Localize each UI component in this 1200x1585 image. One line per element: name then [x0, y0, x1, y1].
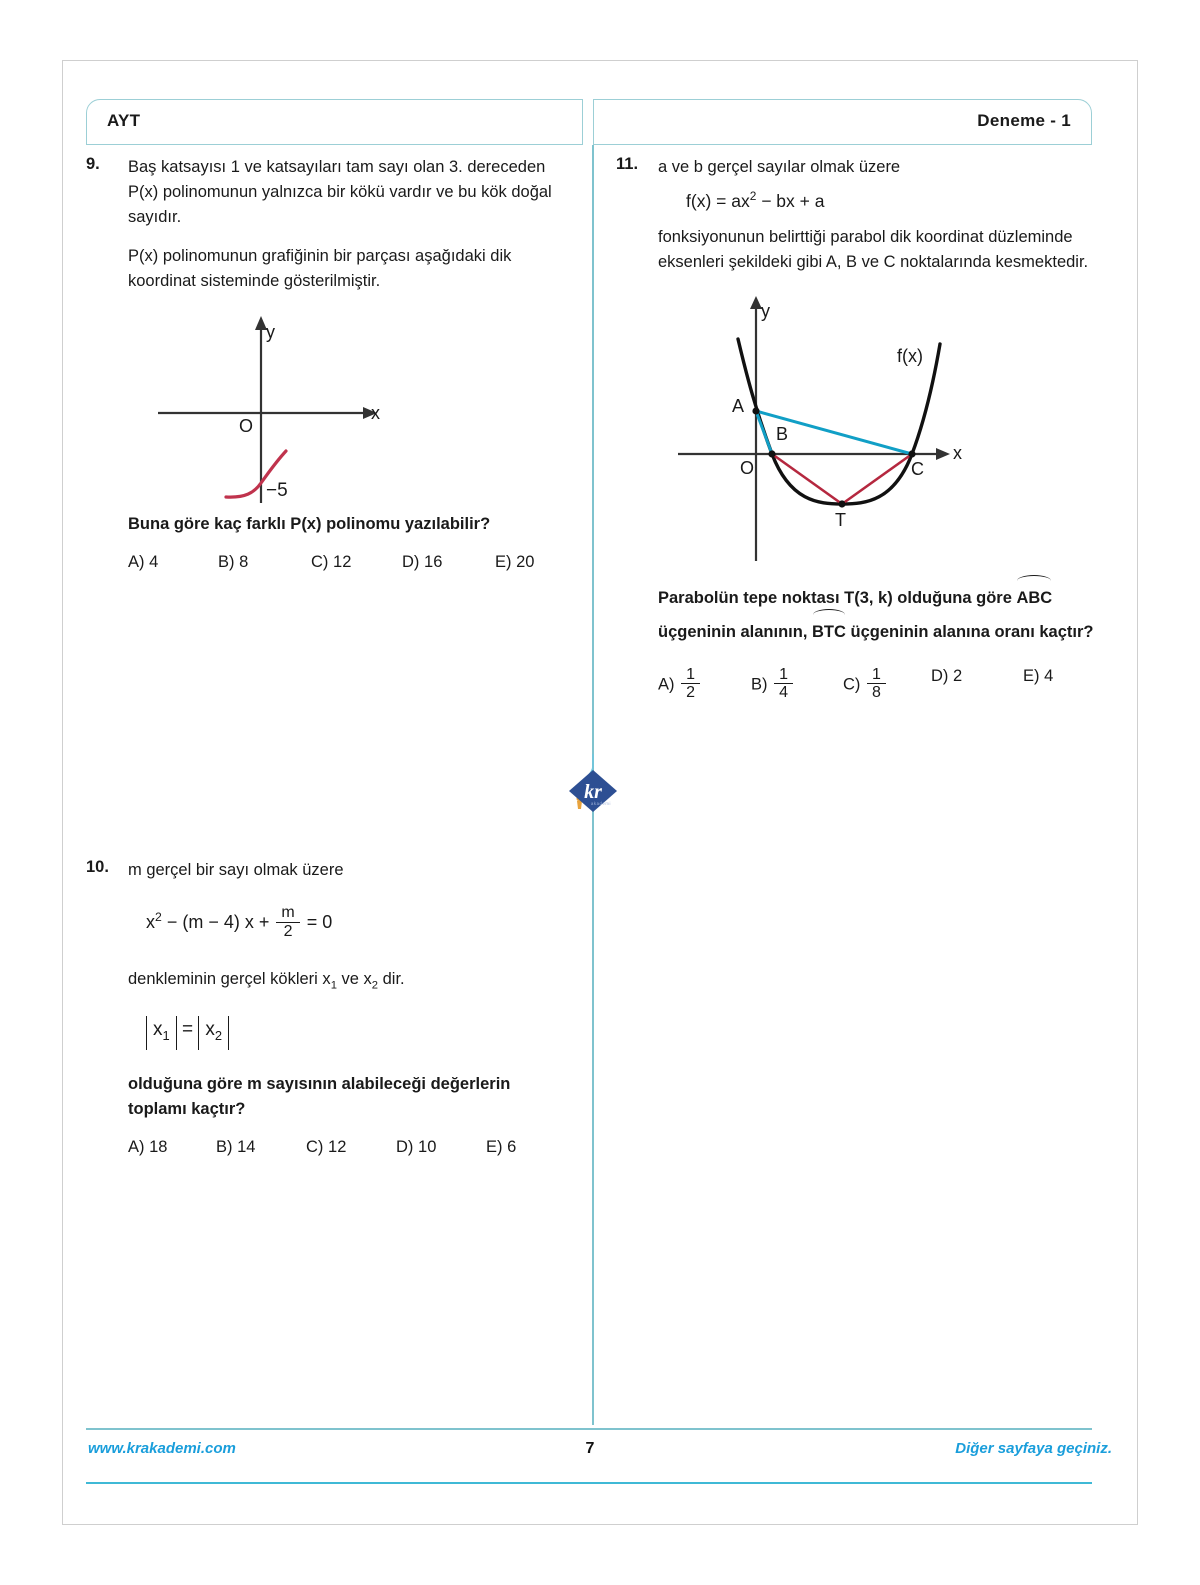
- option-fraction: [867, 666, 886, 702]
- question-10-number: 10.: [86, 858, 109, 876]
- fraction-denominator: 8: [867, 683, 886, 702]
- abs-right: [198, 1016, 229, 1050]
- option-letter: E): [495, 553, 512, 571]
- svg-text:kr: kr: [584, 781, 602, 803]
- question-11-figure: [658, 289, 1100, 579]
- question-10-option-e[interactable]: [486, 1138, 516, 1157]
- question-9-option-b[interactable]: [218, 553, 311, 572]
- question-9-figure: [128, 308, 566, 508]
- triangle-btc-label: [812, 615, 846, 649]
- option-value: 16: [424, 553, 443, 571]
- option-value: 12: [328, 1138, 347, 1157]
- question-11-point-t-label: T: [835, 509, 846, 530]
- question-9-option-c[interactable]: [311, 553, 402, 572]
- equation-x: x: [146, 911, 155, 932]
- footer-website-link[interactable]: www.krakademi.com: [88, 1440, 236, 1457]
- option-letter: B): [751, 675, 768, 694]
- question-9-option-d[interactable]: [402, 553, 495, 572]
- question-11-point-a-label: A: [732, 395, 745, 416]
- question-9-y-axis-label: y: [266, 322, 275, 342]
- question-11-function: [686, 189, 1100, 212]
- footer-divider-bottom: [86, 1482, 1092, 1484]
- option-letter: E): [486, 1138, 503, 1157]
- prompt-part-1: Parabolün tepe noktası T(3, k) olduğuna göre: [658, 588, 1017, 607]
- option-value: 14: [237, 1138, 256, 1157]
- option-letter: C): [306, 1138, 324, 1157]
- roots-sub-1: 1: [330, 979, 337, 992]
- question-11-point-b-label: B: [776, 423, 789, 444]
- question-11-curve-label: f(x): [897, 345, 923, 366]
- option-letter: C): [843, 675, 861, 694]
- option-value: 8: [239, 553, 249, 571]
- function-exponent: 2: [749, 189, 757, 203]
- option-value: 18: [149, 1138, 168, 1157]
- fraction-numerator: 1: [779, 665, 788, 683]
- option-value: 4: [1044, 666, 1054, 685]
- fraction-numerator: 1: [872, 665, 881, 683]
- question-11-option-a[interactable]: [658, 667, 751, 703]
- question-11-option-b[interactable]: [751, 667, 843, 703]
- question-9-number: 9.: [86, 155, 100, 173]
- option-value: 6: [507, 1138, 517, 1157]
- fraction-denominator: 4: [774, 683, 793, 702]
- prompt-part-3: üçgeninin alanına oranı kaçtır?: [845, 622, 1094, 641]
- question-11-y-axis-label: y: [761, 300, 770, 321]
- abs-left-var: x: [153, 1019, 163, 1041]
- question-9-prompt: Buna göre kaç farklı P(x) polinomu yazılabilir?: [128, 515, 491, 533]
- option-fraction: [774, 666, 793, 702]
- question-9-option-a[interactable]: [128, 553, 218, 572]
- abs-equals: =: [181, 1019, 194, 1041]
- roots-mid: ve x: [336, 970, 372, 989]
- question-9-y-intercept-label: −5: [266, 480, 288, 501]
- fraction-denominator: 2: [276, 922, 299, 941]
- question-10-prompt: olduğuna göre m sayısının alabileceği değerlerin toplamı kaçtır?: [128, 1075, 511, 1119]
- question-10-intro: m gerçel bir sayı olmak üzere: [128, 861, 344, 879]
- equation-rhs: = 0: [306, 911, 333, 932]
- question-9-options: [128, 553, 566, 572]
- roots-pre: denkleminin gerçel kökleri x: [128, 970, 331, 989]
- test-name-label: Deneme - 1: [977, 111, 1071, 130]
- option-letter: D): [931, 666, 949, 685]
- option-value: 12: [333, 553, 352, 571]
- roots-post: dir.: [378, 970, 405, 989]
- question-9-origin-label: O: [239, 416, 254, 436]
- option-letter: E): [1023, 666, 1040, 685]
- roots-sub-2: 2: [371, 979, 379, 992]
- abs-left-sub: 1: [162, 1028, 170, 1044]
- header-box-right: [593, 99, 1092, 145]
- question-10-option-a[interactable]: [128, 1138, 216, 1157]
- fraction-denominator: 2: [681, 683, 700, 702]
- option-letter: B): [218, 553, 235, 571]
- option-value: 4: [149, 553, 159, 571]
- question-9-x-axis-label: x: [371, 403, 380, 423]
- option-letter: D): [396, 1138, 414, 1157]
- question-9-text-1: Baş katsayısı 1 ve katsayıları tam sayı olan 3. dereceden P(x) polinomunun yalnızca bir kökü vardır ve bu kök doğal sayıdır.: [128, 158, 552, 226]
- question-10-equation: [146, 905, 566, 941]
- equation-middle: − (m − 4) x +: [166, 911, 270, 932]
- option-value: 2: [953, 666, 963, 685]
- function-tail: − bx + a: [761, 190, 825, 211]
- equation-exponent: 2: [155, 909, 162, 924]
- question-10-roots-line: [128, 967, 566, 998]
- question-10-options: [128, 1138, 566, 1157]
- question-9-text-2: P(x) polinomunun grafiğinin bir parçası aşağıdaki dik koordinat sisteminde gösterilmiştir.: [128, 247, 512, 290]
- exam-type-label: AYT: [107, 111, 141, 130]
- question-11-option-c[interactable]: [843, 667, 931, 703]
- triangle-btc-text: BTC: [812, 622, 846, 641]
- option-value: 10: [418, 1138, 437, 1157]
- question-11-option-d[interactable]: [931, 667, 1023, 703]
- option-letter: B): [216, 1138, 233, 1157]
- question-11-intro: a ve b gerçel sayılar olmak üzere: [658, 158, 901, 176]
- question-11-options: [658, 667, 1100, 703]
- question-11-number: 11.: [616, 155, 639, 173]
- function-head: f(x) = ax: [686, 190, 750, 211]
- option-fraction: [681, 666, 700, 702]
- footer-divider-top: [86, 1428, 1092, 1430]
- fraction-numerator: 1: [686, 665, 695, 683]
- abs-right-var: x: [205, 1019, 215, 1041]
- question-10-option-b[interactable]: [216, 1138, 306, 1157]
- prompt-part-2: üçgeninin alanının,: [658, 622, 813, 641]
- triangle-arc-icon: [1017, 575, 1051, 582]
- triangle-abc-text: ABC: [1016, 588, 1053, 607]
- question-11-x-axis-label: x: [953, 442, 962, 463]
- footer-next-page-note: Diğer sayfaya geçiniz.: [955, 1440, 1112, 1457]
- page-number: 7: [585, 1440, 595, 1457]
- question-10-abs-condition: [146, 1016, 566, 1050]
- abs-left: [146, 1016, 177, 1050]
- equation-fraction: [276, 904, 299, 940]
- question-11-text-1: fonksiyonunun belirttiği parabol dik koordinat düzleminde eksenleri şekildeki gibi A, B ve C noktalarında kesmektedir.: [658, 227, 1089, 271]
- abs-right-sub: 2: [214, 1028, 223, 1044]
- question-11-origin-label: O: [740, 457, 755, 478]
- option-letter: A): [128, 553, 145, 571]
- option-letter: C): [311, 553, 329, 571]
- brand-logo: [563, 752, 623, 830]
- fraction-numerator: m: [281, 904, 295, 921]
- option-letter: A): [658, 675, 675, 694]
- question-10-option-c[interactable]: [306, 1138, 396, 1157]
- question-11-option-e[interactable]: [1023, 667, 1053, 703]
- triangle-abc-label: [1016, 581, 1052, 615]
- question-10-option-d[interactable]: [396, 1138, 486, 1157]
- option-value: 20: [516, 553, 535, 571]
- svg-text:akademi: akademi: [590, 801, 612, 806]
- option-letter: A): [128, 1138, 145, 1157]
- header-box-left: [86, 99, 583, 145]
- question-11-prompt: [658, 581, 1100, 649]
- question-9-option-e[interactable]: [495, 553, 534, 572]
- triangle-arc-icon: [813, 609, 845, 616]
- question-11-point-c-label: C: [911, 458, 924, 479]
- option-letter: D): [402, 553, 420, 571]
